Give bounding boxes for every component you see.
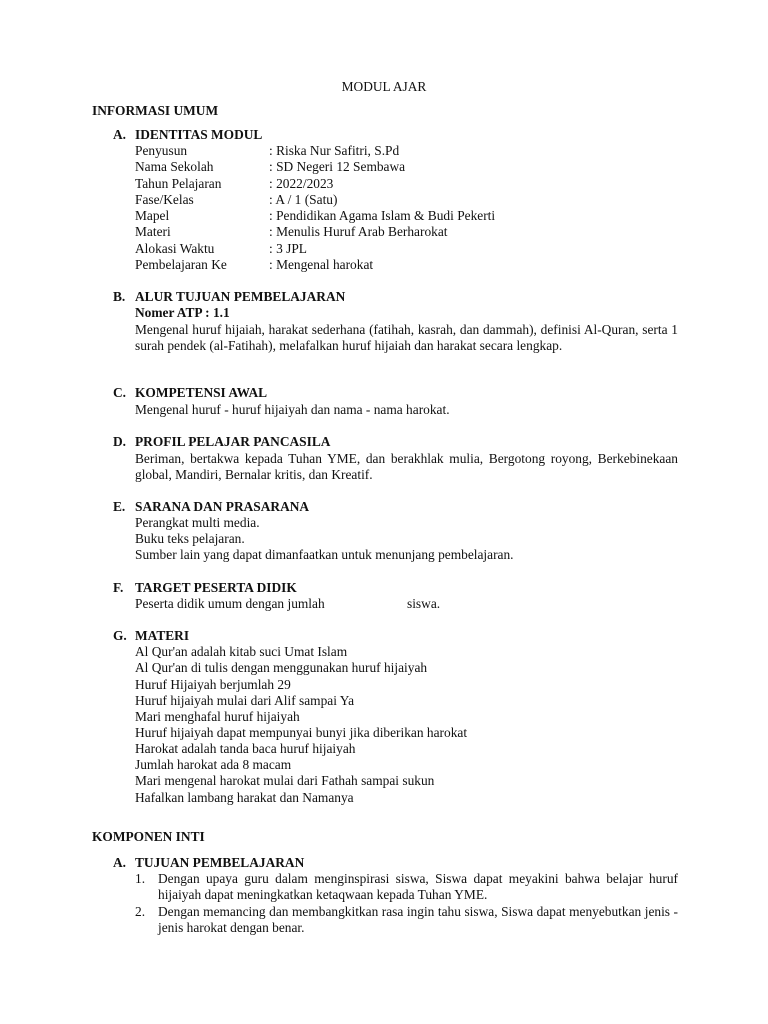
- ident-label: Nama Sekolah: [135, 159, 214, 174]
- materi-line: Hafalkan lambang harakat dan Namanya: [135, 790, 354, 805]
- kompetensi-text: Mengenal huruf - huruf hijaiyah dan nama - nama harokat.: [135, 402, 450, 417]
- tujuan-item-number: 2.: [135, 904, 146, 919]
- target-text-before: Peserta didik umum dengan jumlah: [135, 596, 325, 611]
- section-letter: E.: [113, 499, 126, 514]
- ident-value: : Menulis Huruf Arab Berharokat: [269, 224, 448, 239]
- ident-label: Materi: [135, 224, 171, 239]
- section-title: TARGET PESERTA DIDIK: [135, 580, 297, 595]
- ident-value: : SD Negeri 12 Sembawa: [269, 159, 406, 174]
- section-letter: D.: [113, 434, 127, 449]
- materi-line: Al Qur'an adalah kitab suci Umat Islam: [135, 644, 348, 659]
- materi-line: Al Qur'an di tulis dengan menggunakan huruf hijaiyah: [135, 660, 428, 675]
- sarana-line: Buku teks pelajaran.: [135, 531, 245, 546]
- ident-row-tahun-pelajaran: [135, 176, 333, 192]
- ident-row-mapel: [135, 208, 495, 224]
- ident-label: Tahun Pelajaran: [135, 176, 222, 191]
- materi-line: Harokat adalah tanda baca huruf hijaiyah: [135, 741, 356, 756]
- ident-label: Fase/Kelas: [135, 192, 194, 207]
- page-title: MODUL AJAR: [341, 79, 427, 94]
- section-letter: G.: [113, 628, 127, 643]
- section-letter: F.: [113, 580, 124, 595]
- section-title: SARANA DAN PRASARANA: [135, 499, 310, 514]
- section-d-heading: [113, 434, 330, 450]
- materi-line: Huruf hijaiyah mulai dari Alif sampai Ya: [135, 693, 355, 708]
- ident-value: : Mengenal harokat: [269, 257, 374, 272]
- tujuan-item-text: Dengan memancing dan membangkitkan rasa ingin tahu siswa, Siswa dapat menyebutkan jenis - jenis harokat dengan benar.: [158, 904, 678, 936]
- sarana-line: Sumber lain yang dapat dimanfaatkan untuk menunjang pembelajaran.: [135, 547, 514, 562]
- tujuan-item-text: Dengan upaya guru dalam menginspirasi siswa, Siswa dapat meyakini bahwa belajar huruf hijaiyah dapat meningkatkan ketaqwaan kepada Tuhan YME.: [158, 871, 678, 903]
- ident-row-pembelajaran-ke: [135, 257, 373, 273]
- section-g-heading: [113, 628, 189, 644]
- section-title: ALUR TUJUAN PEMBELAJARAN: [135, 289, 346, 304]
- ident-value: : Riska Nur Safitri, S.Pd: [269, 143, 400, 158]
- materi-line: Jumlah harokat ada 8 macam: [135, 757, 292, 772]
- heading-informasi-umum: INFORMASI UMUM: [92, 103, 219, 118]
- tujuan-item-number: 1.: [135, 871, 146, 886]
- section-letter: A.: [113, 127, 127, 142]
- ident-value: : Pendidikan Agama Islam & Budi Pekerti: [269, 208, 496, 223]
- section-title: TUJUAN PEMBELAJARAN: [135, 855, 305, 870]
- tujuan-heading: [113, 855, 304, 871]
- section-f-heading: [113, 580, 297, 596]
- atp-paragraph: Mengenal huruf hijaiah, harakat sederhana (fatihah, kasrah, dan dammah), definisi Al-Quran, serta 1 surah pendek (al-Fatihah), melafalkan huruf hijaiah dan harakat secara lengkap.: [135, 322, 678, 354]
- section-c-heading: [113, 385, 267, 401]
- materi-line: Mari menghafal huruf hijaiyah: [135, 709, 300, 724]
- sarana-line: Perangkat multi media.: [135, 515, 260, 530]
- ident-value: : 3 JPL: [269, 241, 307, 256]
- ident-row-fase-kelas: [135, 192, 337, 208]
- section-title: IDENTITAS MODUL: [135, 127, 263, 142]
- section-letter: A.: [113, 855, 127, 870]
- ident-value: : 2022/2023: [269, 176, 334, 191]
- section-title: KOMPETENSI AWAL: [135, 385, 268, 400]
- ident-label: Penyusun: [135, 143, 188, 158]
- section-letter: C.: [113, 385, 127, 400]
- ident-row-materi: [135, 224, 448, 240]
- materi-line: Mari mengenal harokat mulai dari Fathah sampai sukun: [135, 773, 435, 788]
- materi-line: Huruf hijaiyah dapat mempunyai bunyi jika diberikan harokat: [135, 725, 468, 740]
- section-a-heading: [113, 127, 262, 143]
- section-title: PROFIL PELAJAR PANCASILA: [135, 434, 331, 449]
- ident-row-nama-sekolah: [135, 159, 405, 175]
- ident-row-alokasi-waktu: [135, 241, 307, 257]
- atp-number: Nomer ATP : 1.1: [135, 305, 230, 320]
- section-letter: B.: [113, 289, 126, 304]
- ident-row-penyusun: [135, 143, 399, 159]
- ident-value: : A / 1 (Satu): [269, 192, 338, 207]
- ident-label: Pembelajaran Ke: [135, 257, 227, 272]
- profil-paragraph: Beriman, bertakwa kepada Tuhan YME, dan berakhlak mulia, Bergotong royong, Berkebinekaan global, Mandiri, Bernalar kritis, dan Kreatif.: [135, 451, 678, 483]
- ident-label: Alokasi Waktu: [135, 241, 215, 256]
- ident-label: Mapel: [135, 208, 170, 223]
- section-title: MATERI: [135, 628, 190, 643]
- materi-line: Huruf Hijaiyah berjumlah 29: [135, 677, 291, 692]
- heading-komponen-inti: KOMPONEN INTI: [92, 829, 205, 844]
- section-b-heading: [113, 289, 345, 305]
- target-text-after: siswa.: [407, 596, 441, 611]
- section-e-heading: [113, 499, 309, 515]
